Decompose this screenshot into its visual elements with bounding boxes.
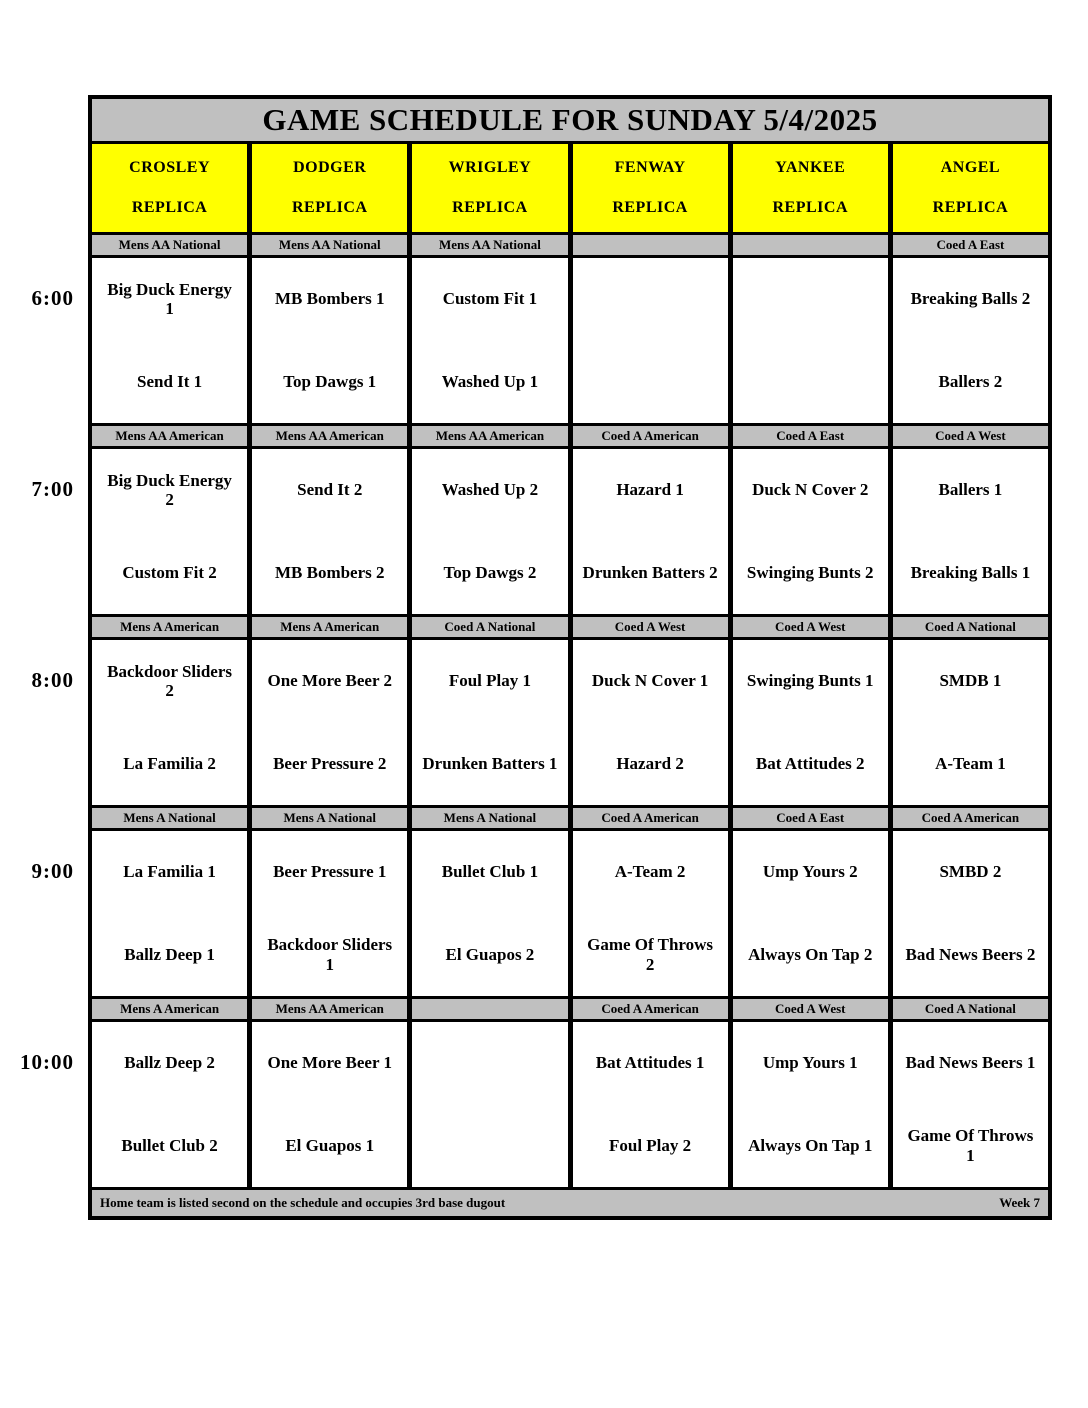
- home-team: Bad News Beers 2: [905, 944, 1036, 964]
- game-cell: [733, 258, 888, 423]
- away-team: Swinging Bunts 1: [746, 671, 874, 691]
- league-band: Mens AA American: [412, 426, 567, 446]
- park-name: FENWAY: [614, 159, 686, 176]
- league-band: Coed A American: [573, 808, 728, 828]
- away-team: Breaking Balls 2: [910, 289, 1031, 309]
- time-label-8: 8:00: [31, 668, 74, 692]
- park-replica-label: REPLICA: [291, 199, 368, 216]
- game-cell: [92, 449, 247, 614]
- game-cell: [573, 258, 728, 423]
- game-cell: [412, 831, 567, 996]
- away-team: Ump Yours 1: [762, 1053, 858, 1073]
- park-name: ANGEL: [940, 159, 1001, 176]
- game-cell: [412, 640, 567, 805]
- home-team: Drunken Batters 1: [422, 753, 558, 773]
- league-band: [412, 999, 567, 1019]
- away-team: Send It 2: [297, 480, 363, 500]
- home-team: A-Team 1: [935, 753, 1006, 773]
- game-cell: [252, 831, 407, 996]
- league-band: Mens AA American: [252, 999, 407, 1019]
- home-team: [573, 341, 728, 424]
- game-cell: [412, 258, 567, 423]
- time-label-10: 10:00: [20, 1050, 74, 1074]
- home-team: La Familia 2: [123, 753, 216, 773]
- park-header-yankee: [733, 144, 888, 232]
- game-cell: [893, 449, 1048, 614]
- home-team: Top Dawgs 2: [443, 562, 537, 582]
- home-team: Beer Pressure 2: [273, 753, 387, 773]
- league-band: Mens AA American: [252, 426, 407, 446]
- home-team: MB Bombers 2: [274, 562, 385, 582]
- park-header-crosley: [92, 144, 247, 232]
- park-header-angel: [893, 144, 1048, 232]
- game-cell: [92, 831, 247, 996]
- page-title: GAME SCHEDULE FOR SUNDAY 5/4/2025: [92, 99, 1048, 141]
- park-replica-label: REPLICA: [772, 199, 848, 216]
- league-band: Mens A American: [92, 999, 247, 1019]
- park-replica-label: REPLICA: [452, 199, 528, 216]
- park-name: WRIGLEY: [448, 159, 532, 176]
- away-team: One More Beer 2: [267, 671, 392, 691]
- league-band: Coed A American: [573, 999, 728, 1019]
- home-team: Ballers 2: [938, 371, 1003, 391]
- time-label-7: 7:00: [31, 477, 74, 501]
- home-team: Ballz Deep 1: [124, 944, 215, 964]
- park-replica-label: REPLICA: [131, 199, 208, 216]
- time-label-6: 6:00: [31, 286, 74, 310]
- league-band: [573, 235, 728, 255]
- away-team: Bat Attitudes 1: [595, 1053, 705, 1073]
- home-team: Always On Tap 2: [748, 944, 873, 964]
- home-team: Foul Play 2: [608, 1135, 692, 1155]
- league-band: Mens AA National: [252, 235, 407, 255]
- league-band: Mens A National: [252, 808, 407, 828]
- away-team: Ballers 1: [938, 480, 1003, 500]
- home-team: El Guapos 1: [285, 1135, 375, 1155]
- game-cell: [733, 449, 888, 614]
- away-team: Ump Yours 2: [762, 862, 858, 882]
- game-cell: [92, 258, 247, 423]
- away-team: Foul Play 1: [448, 671, 531, 691]
- away-team: Duck N Cover 1: [591, 671, 709, 691]
- game-cell: [573, 1022, 728, 1187]
- league-band: Coed A National: [893, 617, 1048, 637]
- league-band: Coed A West: [573, 617, 728, 637]
- home-team: Swinging Bunts 2: [746, 562, 874, 582]
- away-team: Duck N Cover 2: [752, 480, 869, 500]
- away-team: Bad News Beers 1: [905, 1053, 1036, 1073]
- league-band: Mens AA National: [412, 235, 567, 255]
- park-replica-label: REPLICA: [612, 199, 688, 216]
- home-team: Backdoor Sliders 1: [267, 935, 393, 974]
- game-cell: [412, 1022, 567, 1187]
- league-band: Coed A East: [733, 808, 888, 828]
- league-band: Mens A National: [412, 808, 567, 828]
- league-band: Coed A West: [733, 999, 888, 1019]
- game-cell: [733, 1022, 888, 1187]
- game-cell: [893, 1022, 1048, 1187]
- home-team: Bat Attitudes 2: [755, 753, 865, 773]
- league-band: Coed A American: [573, 426, 728, 446]
- game-cell: [252, 640, 407, 805]
- away-team: MB Bombers 1: [274, 289, 385, 309]
- game-cell: [893, 258, 1048, 423]
- league-band: Coed A West: [733, 617, 888, 637]
- away-team: [573, 258, 728, 341]
- league-band: Coed A American: [893, 808, 1048, 828]
- home-team: El Guapos 2: [445, 944, 535, 964]
- park-header-dodger: [252, 144, 407, 232]
- footer-bar: [92, 1190, 1048, 1216]
- home-team: [733, 341, 888, 424]
- park-name: CROSLEY: [129, 159, 210, 176]
- week-label: Week 7: [999, 1195, 1040, 1210]
- away-team: La Familia 1: [123, 862, 216, 882]
- home-team-note: Home team is listed second on the schedule and occupies 3rd base dugout: [100, 1195, 506, 1210]
- away-team: Big Duck Energy 1: [107, 279, 232, 319]
- league-band: Mens AA American: [92, 426, 247, 446]
- game-cell: [893, 640, 1048, 805]
- home-team: Always On Tap 1: [748, 1135, 873, 1155]
- game-cell: [252, 449, 407, 614]
- league-band: Mens A National: [92, 808, 247, 828]
- league-band: Coed A National: [412, 617, 567, 637]
- away-team: Backdoor Sliders 2: [107, 661, 232, 701]
- league-band: Coed A East: [733, 426, 888, 446]
- away-team: Beer Pressure 1: [273, 862, 387, 882]
- home-team: Top Dawgs 1: [283, 371, 377, 391]
- away-team: Washed Up 2: [441, 480, 539, 500]
- away-team: A-Team 2: [614, 862, 686, 882]
- game-cell: [252, 258, 407, 423]
- league-band: Coed A National: [893, 999, 1048, 1019]
- away-team: [412, 1022, 567, 1105]
- park-header-fenway: [573, 144, 728, 232]
- home-team: Drunken Batters 2: [582, 562, 718, 582]
- away-team: Custom Fit 1: [442, 289, 538, 309]
- away-team: One More Beer 1: [267, 1053, 392, 1073]
- league-band: Coed A East: [893, 235, 1048, 255]
- game-cell: [573, 640, 728, 805]
- home-team: Breaking Balls 1: [910, 562, 1031, 582]
- game-cell: [573, 449, 728, 614]
- away-team: Big Duck Energy 2: [107, 470, 232, 510]
- league-band: Mens A American: [92, 617, 247, 637]
- park-header-wrigley: [412, 144, 567, 232]
- time-label-9: 9:00: [31, 859, 74, 883]
- park-name: YANKEE: [775, 159, 846, 176]
- game-cell: [573, 831, 728, 996]
- home-team: Send It 1: [136, 371, 203, 391]
- league-band: Mens A American: [252, 617, 407, 637]
- away-team: Ballz Deep 2: [124, 1053, 215, 1073]
- home-team: Bullet Club 2: [121, 1135, 218, 1155]
- game-cell: [412, 449, 567, 614]
- away-team: [733, 258, 888, 341]
- home-team: Game Of Throws 1: [907, 1126, 1034, 1165]
- away-team: Bullet Club 1: [441, 862, 539, 882]
- game-cell: [893, 831, 1048, 996]
- away-team: SMDB 1: [939, 671, 1002, 691]
- park-replica-label: REPLICA: [932, 199, 1009, 216]
- home-team: Custom Fit 2: [122, 562, 217, 582]
- game-cell: [92, 1022, 247, 1187]
- park-name: DODGER: [293, 159, 367, 176]
- schedule-table: [88, 95, 1052, 1220]
- league-band: [733, 235, 888, 255]
- league-band: Coed A West: [893, 426, 1048, 446]
- game-cell: [92, 640, 247, 805]
- game-cell: [733, 831, 888, 996]
- home-team: Game Of Throws 2: [587, 935, 714, 974]
- away-team: SMBD 2: [939, 862, 1002, 882]
- away-team: Hazard 1: [616, 480, 684, 500]
- home-team: Washed Up 1: [441, 371, 539, 391]
- game-cell: [733, 640, 888, 805]
- game-cell: [252, 1022, 407, 1187]
- league-band: Mens AA National: [92, 235, 247, 255]
- home-team: Hazard 2: [616, 753, 684, 773]
- home-team: [412, 1105, 567, 1188]
